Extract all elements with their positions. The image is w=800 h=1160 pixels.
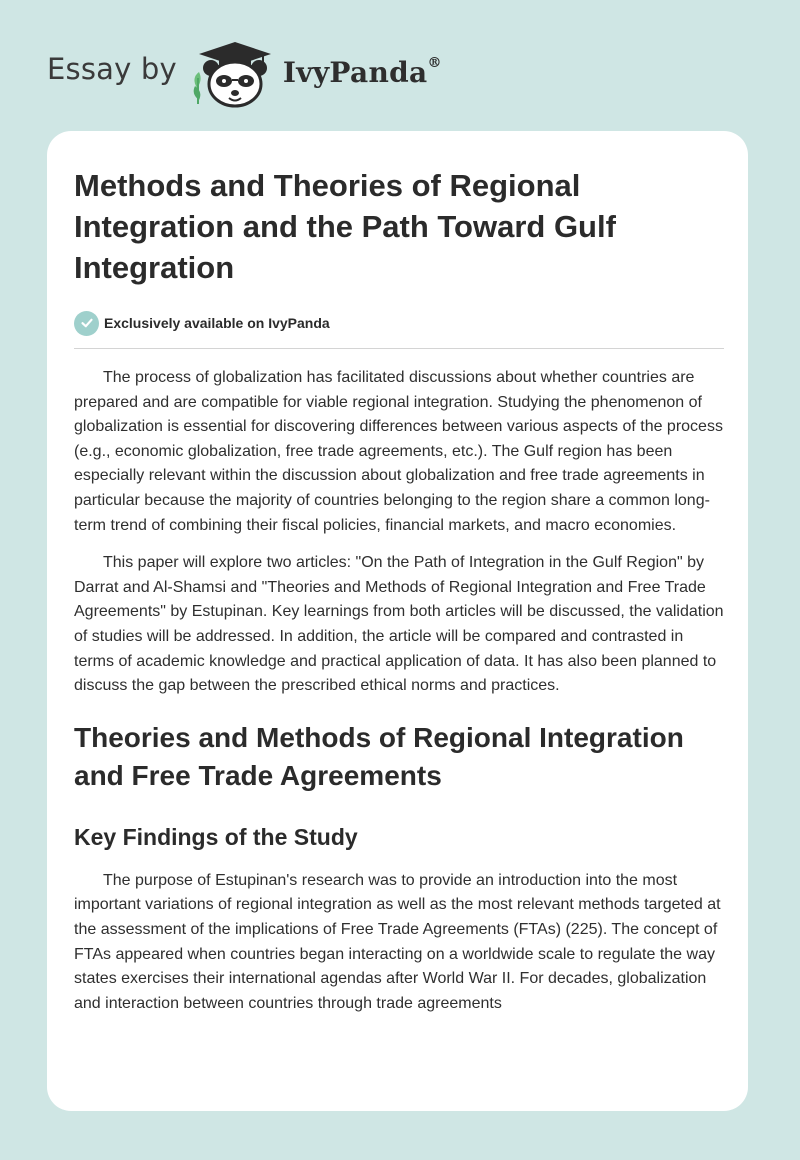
section-paragraph: The purpose of Estupinan's research was to provide an introduction into the most important variations of regional integration as well as the most relevant methods targeted at the assessment of the implications of Free Trade Agreements (FTAs) (225). The concept of FTAs appeared when countries began interacting on a worldwide scale to regulate the way states exercises their international agendas after World War II. For decades, globalization and interaction between countries through trade agreements <box>74 871 721 1012</box>
site-header <box>47 38 442 108</box>
subsection-heading: Key Findings of the Study <box>74 823 358 850</box>
essay-content <box>74 165 724 1029</box>
intro-paragraph-1: The process of globalization has facilitated discussions about whether countries are prepared and are compatible for viable regional integration. Studying the phenomenon of globalization is essential for discovering differences between various aspects of the process (e.g., economic globalization, free trade agreements, etc.). The Gulf region has been especially relevant within the discussion about globalization and free trade agreements in particular because the majority of countries belonging to the region share a common long-term trend of combining their fiscal policies, financial markets, and macro economies. <box>74 369 723 534</box>
intro-paragraph-2: This paper will explore two articles: "On the Path of Integration in the Gulf Region" by Darrat and Al-Shamsi and "Theories and Methods of Regional Integration and Free Trade Agreements" by Estupinan. Key learnings from both articles will be discussed, the validation of studies will be addressed. In addition, the article will be compared and contrasted in terms of academic knowledge and practical application of data. It has also been planned to discuss the gap between the prescribed ethical norms and practices. <box>74 554 724 695</box>
essay-card <box>47 131 748 1111</box>
essay-title: Methods and Theories of Regional Integration and the Path Toward Gulf Integration <box>74 168 616 285</box>
section-heading: Theories and Methods of Regional Integration and Free Trade Agreements <box>74 721 684 791</box>
divider <box>74 348 724 349</box>
brand-name[interactable] <box>283 56 442 89</box>
panda-graduate-icon <box>189 38 281 108</box>
check-circle-icon <box>74 311 99 336</box>
exclusive-badge-text: Exclusively available on IvyPanda <box>104 315 330 331</box>
essay-by-label: Essay by <box>47 52 177 86</box>
exclusive-badge <box>74 310 724 336</box>
brand-text: IvyPanda <box>282 55 428 89</box>
registered-mark: ® <box>427 55 442 72</box>
